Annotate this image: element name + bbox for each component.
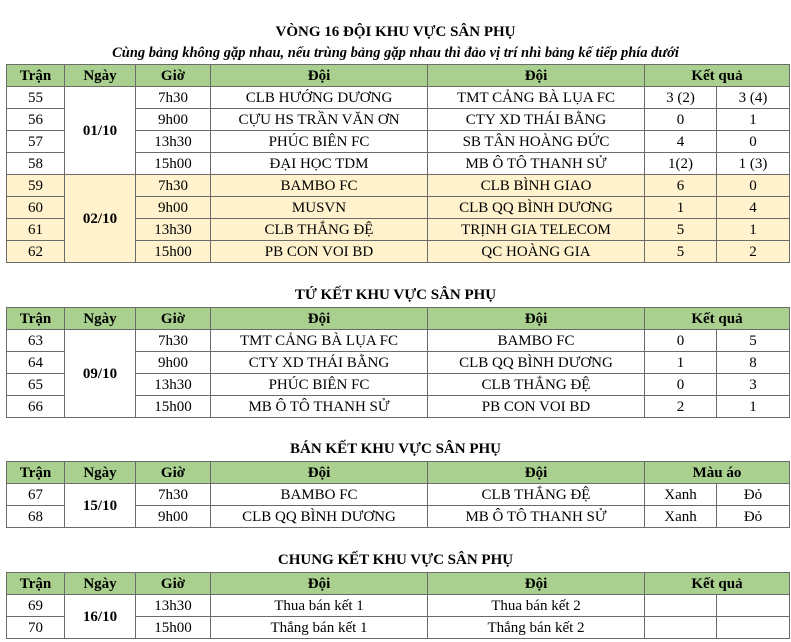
- shirt-home: Xanh: [645, 506, 717, 528]
- team-home: CLB HƯỚNG DƯƠNG: [211, 87, 428, 109]
- score-home: 2: [645, 396, 717, 418]
- match-time: 13h30: [136, 595, 211, 617]
- match-time: 7h30: [136, 87, 211, 109]
- col-team1: Đội: [211, 308, 428, 330]
- match-time: 15h00: [136, 241, 211, 263]
- score-away: 1: [717, 219, 790, 241]
- team-away: CLB THẮNG ĐỆ: [428, 374, 645, 396]
- team-away: CLB THẮNG ĐỆ: [428, 484, 645, 506]
- match-no: 58: [7, 153, 65, 175]
- score-away: 0: [717, 131, 790, 153]
- team-home: CLB THẮNG ĐỆ: [211, 219, 428, 241]
- semifinal-title: BÁN KẾT KHU VỰC SÂN PHỤ: [290, 441, 501, 457]
- table-row: [7, 330, 790, 352]
- match-no: 63: [7, 330, 65, 352]
- score-away: 5: [717, 330, 790, 352]
- match-time: 15h00: [136, 396, 211, 418]
- score-home: 5: [645, 241, 717, 263]
- team-home: ĐẠI HỌC TDM: [211, 153, 428, 175]
- col-time: Giờ: [136, 308, 211, 330]
- score-home: [645, 617, 717, 639]
- team-home: Thua bán kết 1: [211, 595, 428, 617]
- match-no: 70: [7, 617, 65, 639]
- match-time: 9h00: [136, 352, 211, 374]
- score-away: 3: [717, 374, 790, 396]
- table-row: [7, 595, 790, 617]
- team-away: CLB QQ BÌNH DƯƠNG: [428, 352, 645, 374]
- team-away: MB Ô TÔ THANH SỬ: [428, 153, 645, 175]
- team-home: BAMBO FC: [211, 175, 428, 197]
- score-away: 0: [717, 175, 790, 197]
- score-home: 1: [645, 352, 717, 374]
- team-home: MUSVN: [211, 197, 428, 219]
- final-title: CHUNG KẾT KHU VỰC SÂN PHỤ: [277, 552, 514, 568]
- team-away: Thắng bán kết 2: [428, 617, 645, 639]
- team-home: PB CON VOI BD: [211, 241, 428, 263]
- match-date: 15/10: [65, 484, 136, 528]
- match-no: 61: [7, 219, 65, 241]
- quarterfinal-title: TỨ KẾT KHU VỰC SÂN PHỤ: [294, 287, 497, 303]
- score-away: [717, 617, 790, 639]
- match-time: 9h00: [136, 197, 211, 219]
- match-date: 16/10: [65, 595, 136, 639]
- col-team1: Đội: [211, 573, 428, 595]
- match-no: 62: [7, 241, 65, 263]
- match-time: 9h00: [136, 109, 211, 131]
- match-time: 13h30: [136, 219, 211, 241]
- col-match: Trận: [7, 65, 65, 87]
- team-home: TMT CẢNG BÀ LỤA FC: [211, 330, 428, 352]
- col-match: Trận: [7, 462, 65, 484]
- match-no: 65: [7, 374, 65, 396]
- match-no: 59: [7, 175, 65, 197]
- table-header-row: [7, 462, 790, 484]
- col-team1: Đội: [211, 65, 428, 87]
- team-home: CTY XD THÁI BẰNG: [211, 352, 428, 374]
- team-home: CLB QQ BÌNH DƯƠNG: [211, 506, 428, 528]
- team-home: PHÚC BIÊN FC: [211, 374, 428, 396]
- team-away: CLB QQ BÌNH DƯƠNG: [428, 197, 645, 219]
- col-match: Trận: [7, 308, 65, 330]
- shirt-home: Xanh: [645, 484, 717, 506]
- match-no: 55: [7, 87, 65, 109]
- quarterfinal-table: [6, 307, 790, 418]
- match-no: 56: [7, 109, 65, 131]
- match-no: 68: [7, 506, 65, 528]
- match-time: 13h30: [136, 131, 211, 153]
- col-team1: Đội: [211, 462, 428, 484]
- score-away: 1: [717, 109, 790, 131]
- score-home: 0: [645, 330, 717, 352]
- match-time: 9h00: [136, 506, 211, 528]
- match-time: 7h30: [136, 175, 211, 197]
- score-home: 5: [645, 219, 717, 241]
- round16-title: VÒNG 16 ĐỘI KHU VỰC SÂN PHỤ: [275, 24, 516, 40]
- team-away: Thua bán kết 2: [428, 595, 645, 617]
- col-team2: Đội: [428, 462, 645, 484]
- table-row: [7, 175, 790, 197]
- score-home: 1(2): [645, 153, 717, 175]
- team-away: BAMBO FC: [428, 330, 645, 352]
- score-home: 6: [645, 175, 717, 197]
- col-match: Trận: [7, 573, 65, 595]
- col-result: Kết quả: [645, 308, 790, 330]
- match-time: 15h00: [136, 617, 211, 639]
- score-home: [645, 595, 717, 617]
- col-shirt-color: Màu áo: [645, 462, 790, 484]
- match-no: 69: [7, 595, 65, 617]
- col-time: Giờ: [136, 65, 211, 87]
- team-away: MB Ô TÔ THANH SỬ: [428, 506, 645, 528]
- round16-table: [6, 64, 790, 263]
- score-away: [717, 595, 790, 617]
- match-date: 02/10: [65, 175, 136, 263]
- shirt-away: Đỏ: [717, 506, 790, 528]
- table-row: [7, 484, 790, 506]
- col-date: Ngày: [65, 573, 136, 595]
- final-table: [6, 572, 790, 639]
- match-no: 57: [7, 131, 65, 153]
- team-home: MB Ô TÔ THANH SỬ: [211, 396, 428, 418]
- match-time: 15h00: [136, 153, 211, 175]
- match-time: 13h30: [136, 374, 211, 396]
- semifinal-table: [6, 461, 790, 528]
- col-date: Ngày: [65, 308, 136, 330]
- team-away: TMT CẢNG BÀ LỤA FC: [428, 87, 645, 109]
- team-home: CỰU HS TRẦN VĂN ƠN: [211, 109, 428, 131]
- col-date: Ngày: [65, 65, 136, 87]
- score-home: 0: [645, 109, 717, 131]
- score-away: 2: [717, 241, 790, 263]
- col-team2: Đội: [428, 308, 645, 330]
- col-team2: Đội: [428, 573, 645, 595]
- match-time: 7h30: [136, 330, 211, 352]
- shirt-away: Đỏ: [717, 484, 790, 506]
- match-no: 60: [7, 197, 65, 219]
- col-time: Giờ: [136, 462, 211, 484]
- match-time: 7h30: [136, 484, 211, 506]
- team-away: TRỊNH GIA TELECOM: [428, 219, 645, 241]
- score-home: 3 (2): [645, 87, 717, 109]
- team-away: CLB BÌNH GIAO: [428, 175, 645, 197]
- match-date: 09/10: [65, 330, 136, 418]
- score-home: 4: [645, 131, 717, 153]
- team-away: PB CON VOI BD: [428, 396, 645, 418]
- match-no: 67: [7, 484, 65, 506]
- col-result: Kết quả: [645, 65, 790, 87]
- round16-note: Cùng bảng không gặp nhau, nếu trùng bảng gặp nhau thì đảo vị trí nhì bảng kế tiếp phía dưới: [112, 45, 679, 61]
- match-date: 01/10: [65, 87, 136, 175]
- score-away: 8: [717, 352, 790, 374]
- table-header-row: [7, 573, 790, 595]
- table-header-row: [7, 65, 790, 87]
- team-home: PHÚC BIÊN FC: [211, 131, 428, 153]
- col-result: Kết quả: [645, 573, 790, 595]
- team-away: CTY XD THÁI BẰNG: [428, 109, 645, 131]
- team-away: SB TÂN HOÀNG ĐỨC: [428, 131, 645, 153]
- score-away: 1: [717, 396, 790, 418]
- team-home: BAMBO FC: [211, 484, 428, 506]
- table-header-row: [7, 308, 790, 330]
- match-no: 66: [7, 396, 65, 418]
- col-time: Giờ: [136, 573, 211, 595]
- score-home: 1: [645, 197, 717, 219]
- score-home: 0: [645, 374, 717, 396]
- team-away: QC HOÀNG GIA: [428, 241, 645, 263]
- score-away: 4: [717, 197, 790, 219]
- match-no: 64: [7, 352, 65, 374]
- score-away: 3 (4): [717, 87, 790, 109]
- score-away: 1 (3): [717, 153, 790, 175]
- team-home: Thắng bán kết 1: [211, 617, 428, 639]
- table-row: [7, 87, 790, 109]
- col-team2: Đội: [428, 65, 645, 87]
- col-date: Ngày: [65, 462, 136, 484]
